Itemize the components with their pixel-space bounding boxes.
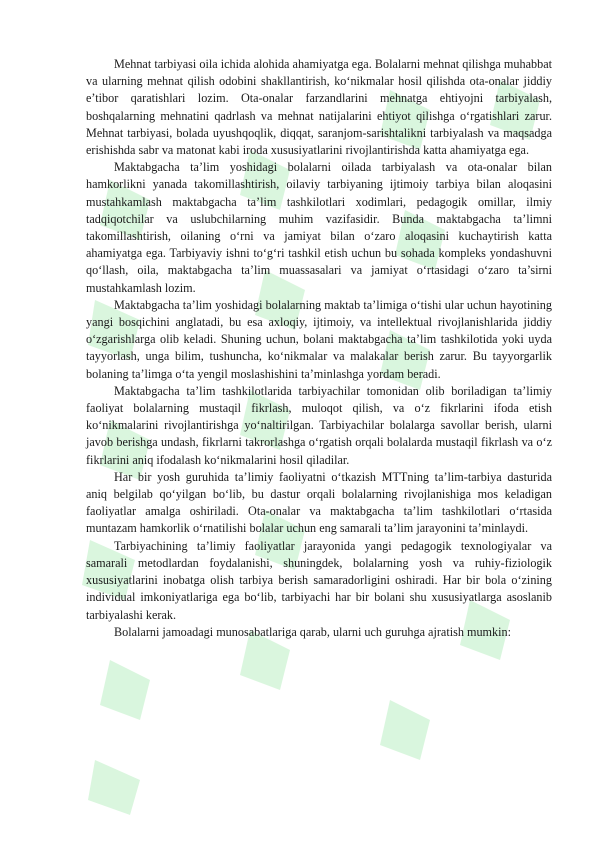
paragraph-3: Maktabgacha ta’lim yoshidagi bolalarning maktab ta’limiga o‘tishi ular uchun hayotining yangi bosqichini anglatadi, bu esa axloqiy, ijtimoiy, va intellektual rivojlanishlarida jiddiy o‘zgarishlarga olib keladi. Shuning uchun, bolani maktabgacha ta’lim tashkilotida yoki uyda tayyorlash, unga bilim, tushuncha, ko‘nikmalar va malakalar berish zarur. Bu tayyorgarlik bolaning ta’limga o‘ta yengil moslashishini ta’minlashga yordam beradi. — [86, 297, 552, 381]
paragraph-1: Mehnat tarbiyasi oila ichida alohida ahamiyatga ega. Bolalarni mehnat qilishga muhabbat va ularning mehnat qilish odobini shakllantirish, ko‘nikmalar hosil qilishda ota-onalar jiddiy e’tibor qaratishlari lozim. Ota-onalar farzandlarini mehnatga ehtiyojni tarbiyalash, boshqalarning mehnatini qadrlash va mehnat natijalarini ehtiyot qilishga o‘rgatishlari zarur. Mehnat tarbiyasi, bolada uyushqoqlik, diqqat, saranjom-sarishtalikni tarbiyalash va maqsadga erishishda sabr va matonat kabi iroda xususiyatlarini rivojlantirishda katta ahamiyatga ega. — [86, 57, 552, 158]
paragraph-5: Har bir yosh guruhida ta’limiy faoliyatni o‘tkazish MTTning ta’lim-tarbiya dasturida aniq belgilab qo‘yilgan bo‘lib, bu dastur orqali bolalarning rivojlanishiga mos keladigan faoliyatlar amalga oshiriladi. Ota-onalar va maktabgacha ta’lim tashkilotlari o‘rtasida muntazam hamkorlik o‘rnatilishi bolalar uchun eng samarali ta’lim jarayonini ta’minlaydi. — [86, 469, 552, 536]
paragraph-4: Maktabgacha ta’lim tashkilotlarida tarbiyachilar tomonidan olib boriladigan ta’limiy faoliyat bolalarning mustaqil fikrlash, muloqot qilish, va o‘z fikrlarini ifoda etish ko‘nikmalarini rivojlantirishga yo‘naltirilgan. Tarbiyachilar bolalarga savollar berish, ularni javob berishga undash, fikrlarni takrorlashga o‘rgatish orqali bolalarda mustaqil fikrlash va o‘z fikrlarini aniq ifodalash ko‘nikmalarini hosil qiladilar. — [86, 383, 552, 467]
paragraph-6: Tarbiyachining ta’limiy faoliyatlar jarayonida yangi pedagogik texnologiyalar va samarali metodlardan foydalanishi, shuningdek, bolalarning yosh va ruhiy-fiziologik xususiyatlarini inobatga olish tarbiya berish samaradorligini oshiradi. Har bir bola o‘zining individual imkoniyatlariga ega bo‘lib, tarbiyachi har bir bolani shu xususiyatlarga asoslanib tarbiyalashi kerak. — [86, 538, 552, 622]
paragraph-7: Bolalarni jamoadagi munosabatlariga qarab, ularni uch guruhga ajratish mumkin: — [114, 624, 511, 639]
body-text — [86, 56, 552, 641]
paragraph-2: Maktabgacha ta’lim yoshidagi bolalarni oilada tarbiyalash va ota-onalar bilan hamkorlikni yanada takomillashtirish, oilaviy tarbiyaning ijtimoiy tarbiya bilan aloqasini mustahkamlash maktabgacha ta’lim tashkilotlari xodimlari, pedagogik omillar, ilmiy tadqiqotchilar va uslubchilarning muhim vazifasidir. Bunda maktabgacha ta’limni takomillashtirish, oilaning o‘rni va jamiyat bilan o‘zaro aloqasini kuchaytirish katta ahamiyatga ega. Tarbiyaviy ishni to‘g‘ri tashkil etish uchun bu sohada kompleks yondashuvni qo‘llash, oila, maktabgacha ta’lim muassasalari va jamiyat o‘rtasidagi o‘zaro ta’sirni mustahkamlash lozim. — [86, 160, 552, 295]
